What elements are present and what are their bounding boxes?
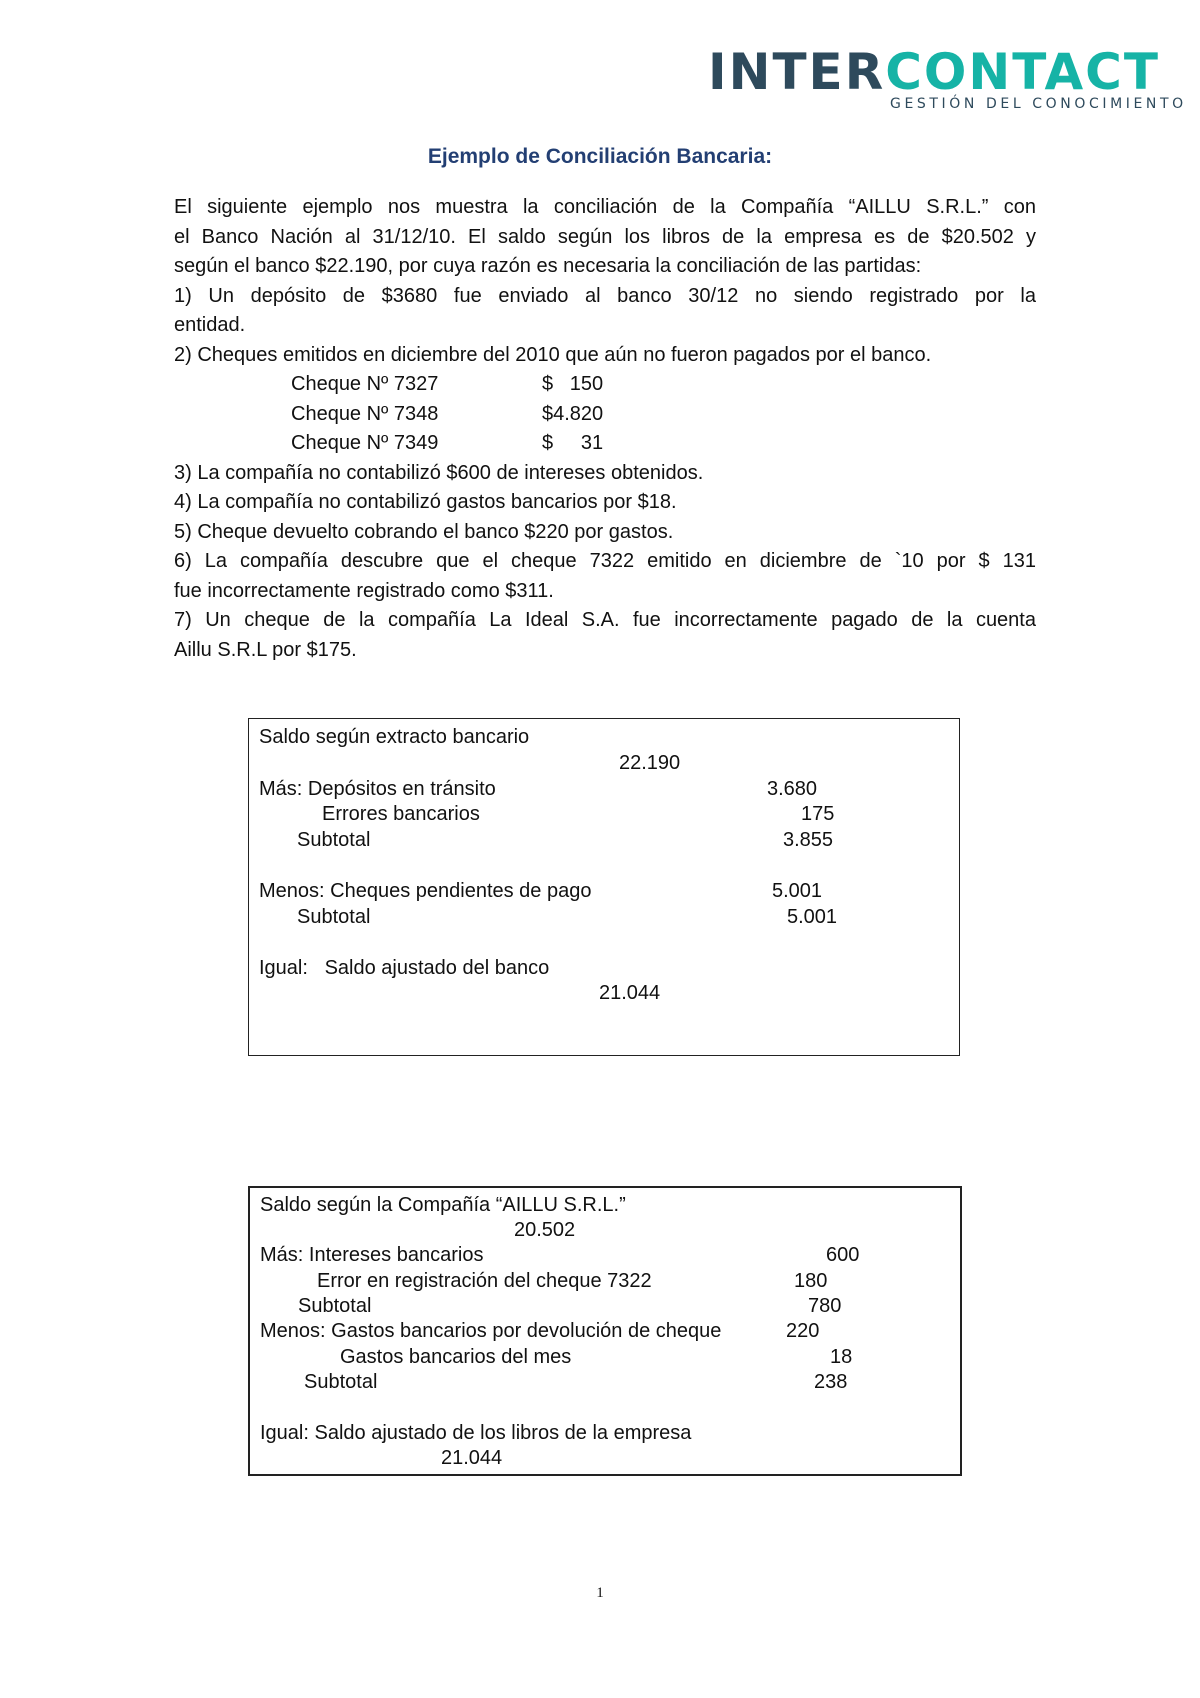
item-6-line-1: 6) La compañía descubre que el cheque 7322 emitido en diciembre de `10 por $ 131 [174, 550, 1036, 572]
cheque-label: Cheque Nº 7327 [291, 373, 439, 395]
bank-subtotal2-label: Subtotal [297, 906, 371, 928]
item-3: 3) La compañía no contabilizó $600 de intereses obtenidos. [174, 461, 704, 484]
bank-menos-label: Menos: Cheques pendientes de pago [259, 880, 592, 902]
company-title: Saldo según la Compañía “AILLU S.R.L.” [260, 1194, 626, 1216]
bank-igual-label: Igual: Saldo ajustado del banco [259, 957, 550, 979]
body-text [174, 193, 1036, 665]
bank-errores-label: Errores bancarios [322, 803, 480, 825]
bank-errores-value: 175 [801, 803, 835, 825]
cheque-amount: $ 150 [542, 373, 604, 395]
company-reconciliation-box [248, 1186, 962, 1476]
intro-line-3: según el banco $22.190, por cuya razón es necesaria la conciliación de las partidas: [174, 255, 922, 277]
company-menos-label: Menos: Gastos bancarios por devolución de cheque [260, 1320, 722, 1342]
bank-reconciliation-box [248, 718, 960, 1056]
item-6-line-2: fue incorrectamente registrado como $311. [174, 579, 554, 602]
bank-title: Saldo según extracto bancario [259, 726, 530, 748]
company-subtotal1-value: 780 [808, 1295, 842, 1317]
company-mas-value: 600 [826, 1244, 860, 1266]
bank-balance: 22.190 [619, 752, 681, 774]
item-4: 4) La compañía no contabilizó gastos bancarios por $18. [174, 491, 677, 513]
logo-wordmark: INTERCONTACT [708, 43, 1160, 101]
company-menos-value: 220 [786, 1320, 820, 1342]
intro-line-2: el Banco Nación al 31/12/10. El saldo según los libros de la empresa es de $20.502 y [174, 225, 1036, 248]
cheque-amount: $4.820 [542, 402, 604, 425]
bank-mas-value: 3.680 [767, 778, 818, 800]
company-mas-label: Más: Intereses bancarios [260, 1244, 484, 1266]
company-adjusted-balance: 21.044 [441, 1447, 503, 1469]
company-balance: 20.502 [514, 1219, 576, 1241]
cheque-label: Cheque Nº 7348 [291, 402, 439, 425]
page-number: 1 [596, 1585, 604, 1601]
cheque-row [174, 370, 1036, 400]
item-5: 5) Cheque devuelto cobrando el banco $220 por gastos. [174, 520, 674, 543]
item-7-line-1: 7) Un cheque de la compañía La Ideal S.A. fue incorrectamente pagado de la cuenta [174, 609, 1036, 631]
item-1-line-1: 1) Un depósito de $3680 fue enviado al banco 30/12 no siendo registrado por la [174, 284, 1036, 307]
intro-line-1: El siguiente ejemplo nos muestra la conciliación de la Compañía “AILLU S.R.L.” con [174, 196, 1036, 218]
company-subtotal2-value: 238 [814, 1371, 848, 1393]
company-subtotal1-label: Subtotal [298, 1295, 372, 1317]
company-gastos-value: 18 [830, 1346, 853, 1368]
cheque-amount: $ 31 [542, 432, 604, 454]
cheque-label: Cheque Nº 7349 [291, 432, 439, 454]
company-igual-label: Igual: Saldo ajustado de los libros de la empresa [260, 1422, 692, 1444]
bank-adjusted-balance: 21.044 [599, 982, 661, 1004]
item-7-line-2: Aillu S.R.L por $175. [174, 638, 357, 661]
bank-menos-value: 5.001 [772, 880, 823, 902]
intercontact-logo [708, 43, 1187, 112]
bank-subtotal2-value: 5.001 [787, 906, 838, 928]
cheque-row [174, 400, 1036, 430]
bank-mas-label: Más: Depósitos en tránsito [259, 778, 496, 800]
cheque-row [174, 429, 1036, 459]
company-error-label: Error en registración del cheque 7322 [317, 1270, 652, 1292]
bank-subtotal1-label: Subtotal [297, 829, 371, 851]
item-2: 2) Cheques emitidos en diciembre del 2010 que aún no fueron pagados por el banco. [174, 343, 932, 366]
company-gastos-label: Gastos bancarios del mes [340, 1346, 572, 1368]
logo-tagline: GESTIÓN DEL CONOCIMIENTO [890, 96, 1187, 112]
company-error-value: 180 [794, 1270, 828, 1292]
item-1-line-2: entidad. [174, 314, 246, 336]
bank-subtotal1-value: 3.855 [783, 829, 834, 851]
company-subtotal2-label: Subtotal [304, 1371, 378, 1393]
page-title: Ejemplo de Conciliación Bancaria: [427, 145, 773, 168]
